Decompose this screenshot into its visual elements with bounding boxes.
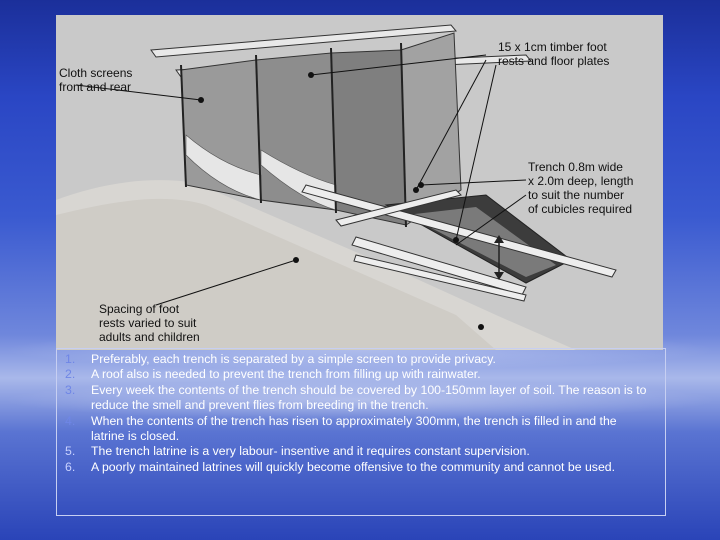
label-timber: 15 x 1cm timber foot (498, 40, 607, 54)
step-text: Every week the contents of the trench should be covered by 100-150mm layer of soil. The reason is to reduce the smell and prevent flies from breeding in the trench. (91, 382, 647, 413)
step-number: 4. (65, 413, 76, 428)
step-number: 2. (65, 367, 76, 382)
svg-text:Cloth screens (59, 66, 132, 80)
step-number: 3. (65, 382, 76, 397)
list-item (65, 414, 651, 445)
label-trench: Trench 0.8m wide (528, 160, 623, 174)
list-item (65, 444, 651, 459)
step-number: 6. (65, 459, 76, 474)
svg-text:rests varied to suit: rests varied to suit (99, 316, 197, 330)
step-text: Preferably, each trench is separated by a simple screen to provide privacy. (91, 352, 496, 366)
svg-text:to suit the number: to suit the number (528, 188, 625, 202)
svg-text:Trench 0.8m wide (528, 160, 623, 174)
step-text: The trench latrine is a very labour- insentive and it requires constant supervision. (91, 444, 530, 459)
list-item (65, 367, 651, 382)
steps-list (57, 349, 665, 475)
svg-text:rests and floor plates: rests and floor plates (498, 54, 610, 68)
label-cloth-screens: Cloth screens (59, 66, 133, 80)
label-spacing: Spacing of foot (99, 302, 180, 316)
step-number: 1. (65, 352, 76, 366)
svg-text:Spacing of foot (99, 302, 180, 316)
svg-text:adults and children: adults and children (99, 330, 200, 344)
list-item (65, 383, 651, 414)
svg-text:15 x 1cm timber foot (498, 40, 607, 54)
step-text: When the contents of the trench has risen to approximately 300mm, the trench is filled in and the latrine is closed. (91, 413, 617, 444)
step-text: A roof also is needed to prevent the trench from filling up with rainwater. (91, 367, 481, 382)
step-text: A poorly maintained latrines will quickly become offensive to the community and cannot be used. (91, 459, 616, 474)
trench-latrine-diagram (56, 15, 663, 350)
step-number: 5. (65, 444, 76, 459)
svg-text:x 2.0m deep, length: x 2.0m deep, length (528, 174, 634, 188)
svg-text:of cubicles required: of cubicles required (528, 202, 633, 216)
list-item (65, 352, 651, 367)
svg-text:front and rear: front and rear (59, 80, 132, 94)
list-item (65, 460, 651, 475)
notes-panel (56, 348, 666, 516)
